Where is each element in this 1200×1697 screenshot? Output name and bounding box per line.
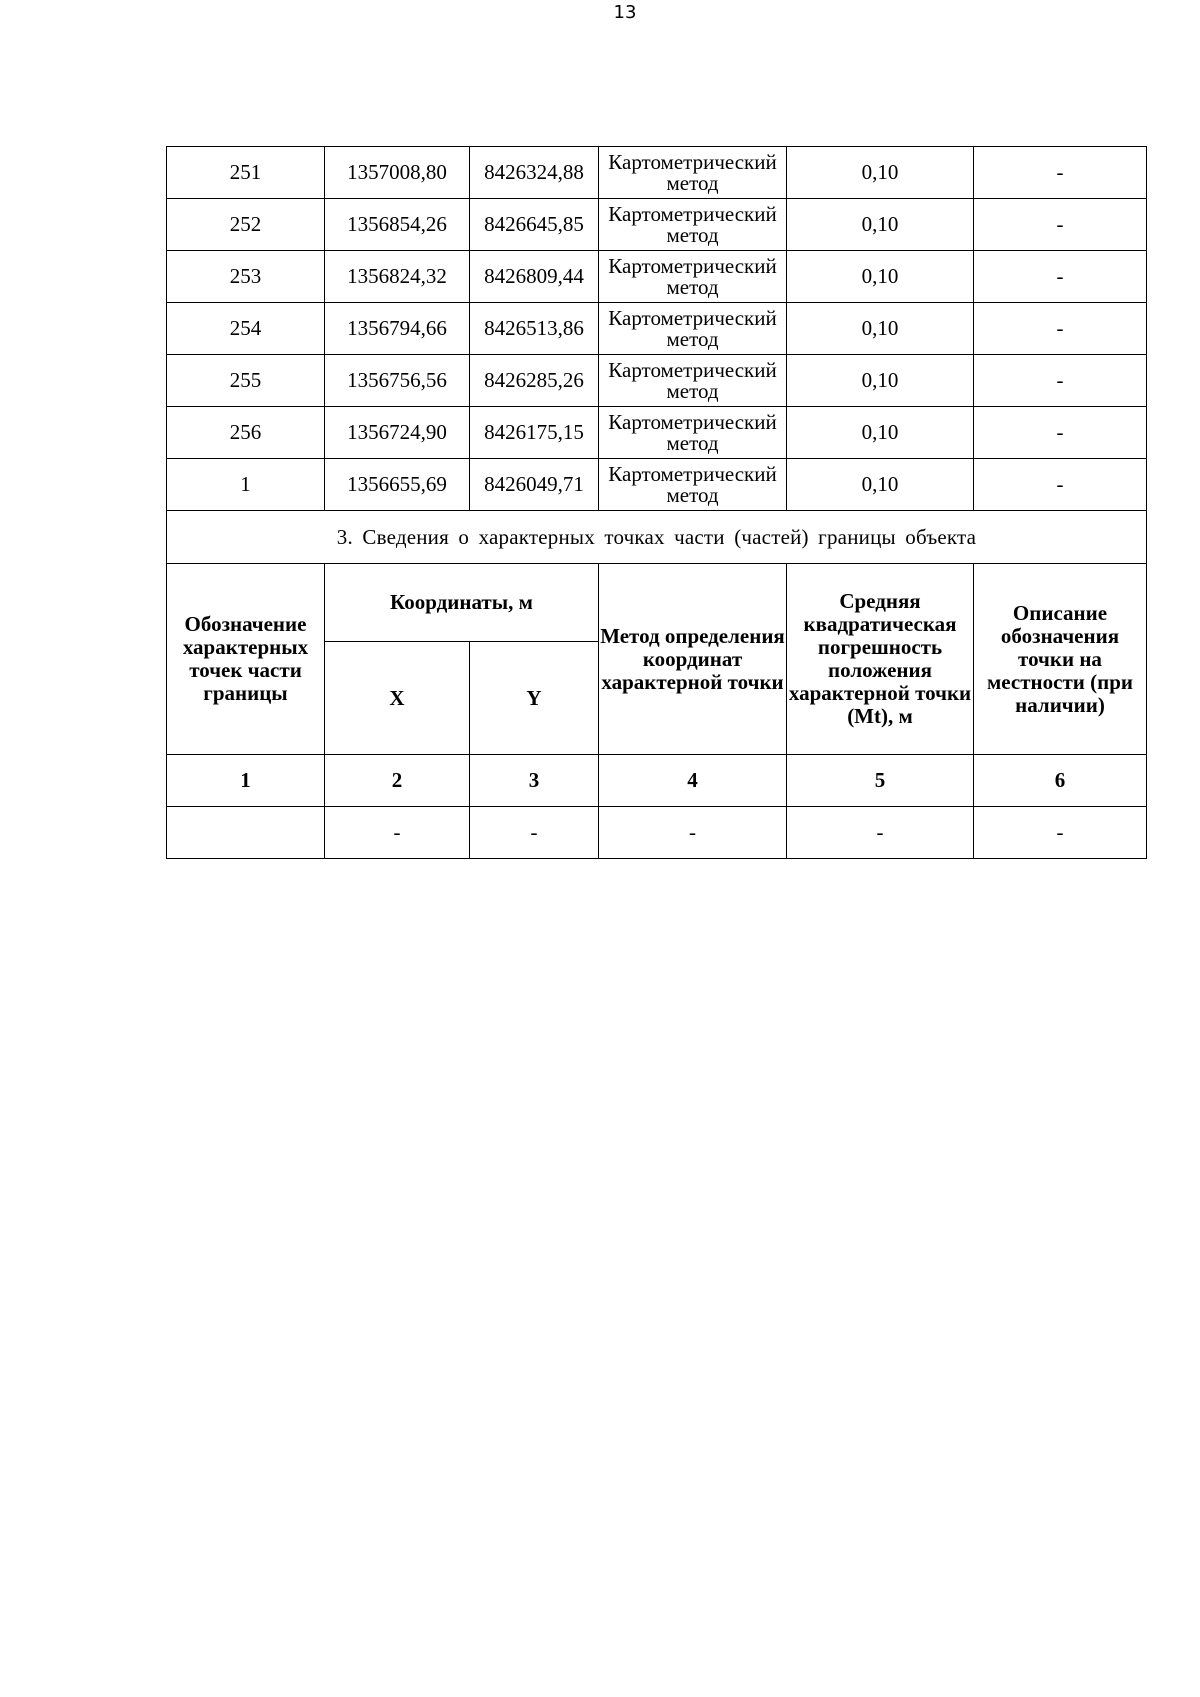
y-cell: 8426049,71 xyxy=(470,459,599,511)
method-line1: Картометрический xyxy=(608,409,777,434)
column-number: 5 xyxy=(787,755,974,807)
section-title-row xyxy=(167,511,1147,564)
header-method: Метод определения координат характерной точки xyxy=(599,564,787,755)
empty-cell: - xyxy=(599,807,787,859)
x-cell: 1356756,56 xyxy=(325,355,470,407)
x-cell: 1356824,32 xyxy=(325,251,470,303)
description-cell: - xyxy=(974,407,1147,459)
method-line2: метод xyxy=(666,274,719,299)
description-cell: - xyxy=(974,303,1147,355)
point-cell: 252 xyxy=(167,199,325,251)
column-number: 4 xyxy=(599,755,787,807)
page-number: 13 xyxy=(613,2,637,23)
method-cell xyxy=(599,459,787,511)
empty-cell: - xyxy=(974,807,1147,859)
y-cell: 8426285,26 xyxy=(470,355,599,407)
header-x: X xyxy=(325,642,470,755)
column-number: 3 xyxy=(470,755,599,807)
header-coordinates: Координаты, м xyxy=(325,564,599,642)
method-cell xyxy=(599,251,787,303)
method-line1: Картометрический xyxy=(608,305,777,330)
description-cell: - xyxy=(974,355,1147,407)
point-cell: 256 xyxy=(167,407,325,459)
coordinates-table xyxy=(166,146,1147,859)
method-line2: метод xyxy=(666,326,719,351)
table-row xyxy=(167,407,1147,459)
point-cell: 253 xyxy=(167,251,325,303)
x-cell: 1356854,26 xyxy=(325,199,470,251)
header-y: Y xyxy=(470,642,599,755)
description-cell: - xyxy=(974,199,1147,251)
method-cell xyxy=(599,199,787,251)
description-cell: - xyxy=(974,459,1147,511)
description-cell: - xyxy=(974,147,1147,199)
empty-data-row xyxy=(167,807,1147,859)
error-cell: 0,10 xyxy=(787,147,974,199)
x-cell: 1356655,69 xyxy=(325,459,470,511)
point-cell: 251 xyxy=(167,147,325,199)
empty-cell xyxy=(167,807,325,859)
table-row xyxy=(167,251,1147,303)
method-line2: метод xyxy=(666,430,719,455)
table-row xyxy=(167,355,1147,407)
table-row xyxy=(167,147,1147,199)
description-cell: - xyxy=(974,251,1147,303)
error-cell: 0,10 xyxy=(787,199,974,251)
error-cell: 0,10 xyxy=(787,407,974,459)
method-cell xyxy=(599,355,787,407)
method-line1: Картометрический xyxy=(608,149,777,174)
section-3 xyxy=(167,511,1147,859)
column-number: 6 xyxy=(974,755,1147,807)
point-cell: 1 xyxy=(167,459,325,511)
error-cell: 0,10 xyxy=(787,303,974,355)
table-row xyxy=(167,459,1147,511)
x-cell: 1356794,66 xyxy=(325,303,470,355)
empty-cell: - xyxy=(325,807,470,859)
header-mean-error: Средняя квадратическая погрешность положения характерной точки (Mt), м xyxy=(787,564,974,755)
y-cell: 8426513,86 xyxy=(470,303,599,355)
error-cell: 0,10 xyxy=(787,355,974,407)
table-row xyxy=(167,303,1147,355)
y-cell: 8426645,85 xyxy=(470,199,599,251)
column-numbers-row xyxy=(167,755,1147,807)
table-row xyxy=(167,199,1147,251)
empty-cell: - xyxy=(470,807,599,859)
x-cell: 1356724,90 xyxy=(325,407,470,459)
method-line2: метод xyxy=(666,482,719,507)
method-line1: Картометрический xyxy=(608,461,777,486)
header-row xyxy=(167,564,1147,642)
x-cell: 1357008,80 xyxy=(325,147,470,199)
method-line1: Картометрический xyxy=(608,357,777,382)
header-point-designation: Обозначение характерных точек части границы xyxy=(167,564,325,755)
method-line1: Картометрический xyxy=(608,253,777,278)
column-number: 2 xyxy=(325,755,470,807)
point-cell: 255 xyxy=(167,355,325,407)
empty-cell: - xyxy=(787,807,974,859)
data-rows xyxy=(167,147,1147,511)
method-line1: Картометрический xyxy=(608,201,777,226)
section-title: 3. Сведения о характерных точках части (частей) границы объекта xyxy=(167,511,1147,564)
header-description: Описание обозначения точки на местности (при наличии) xyxy=(974,564,1147,755)
column-number: 1 xyxy=(167,755,325,807)
method-cell xyxy=(599,303,787,355)
error-cell: 0,10 xyxy=(787,251,974,303)
method-line2: метод xyxy=(666,170,719,195)
method-cell xyxy=(599,407,787,459)
point-cell: 254 xyxy=(167,303,325,355)
method-cell xyxy=(599,147,787,199)
method-line2: метод xyxy=(666,222,719,247)
y-cell: 8426324,88 xyxy=(470,147,599,199)
error-cell: 0,10 xyxy=(787,459,974,511)
y-cell: 8426175,15 xyxy=(470,407,599,459)
method-line2: метод xyxy=(666,378,719,403)
y-cell: 8426809,44 xyxy=(470,251,599,303)
